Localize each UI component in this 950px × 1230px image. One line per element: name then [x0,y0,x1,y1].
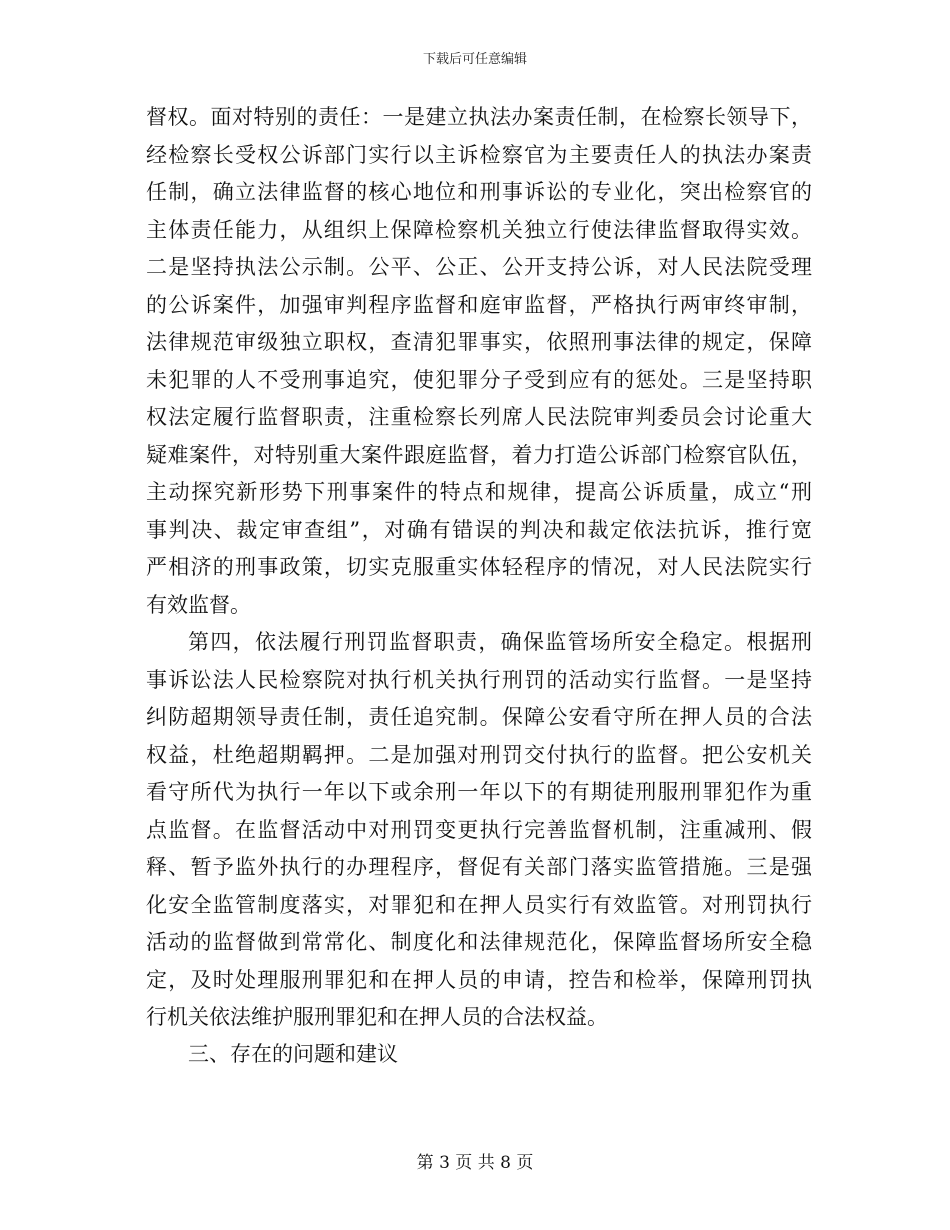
text-line: 事诉讼法人民检察院对执行机关执行刑罚的活动实行监督。一是坚持 [146,667,812,692]
text-line: 事判决、裁定审查组”，对确有错误的判决和裁定依法抗诉，推行宽 [146,517,812,542]
text-line: 有效监督。 [146,592,251,617]
text-line: 未犯罪的人不受刑事追究，使犯罪分子受到应有的惩处。三是坚持职 [146,367,812,392]
text-line: 主动探究新形势下刑事案件的特点和规律，提高公诉质量，成立“刑 [146,480,812,504]
text-line: 点监督。在监督活动中对刑罚变更执行完善监督机制，注重减刑、假 [146,817,812,842]
text-line: 疑难案件，对特别重大案件跟庭监督，着力打造公诉部门检察官队伍， [146,442,812,467]
text-line: 严相济的刑事政策，切实克服重实体轻程序的情况，对人民法院实行 [146,555,812,579]
paragraph-penalty-supervision [146,624,812,1037]
text-line: 权益，杜绝超期羁押。二是加强对刑罚交付执行的监督。把公安机关 [146,742,812,767]
text-line: 主体责任能力，从组织上保障检察机关独立行使法律监督取得实效。 [146,217,812,242]
text-line: 法律规范审级独立职权，查清犯罪事实，依照刑事法律的规定，保障 [146,330,812,354]
page-number-footer: 第 3 页 共 8 页 [416,1153,534,1173]
text-line: 经检察长受权公诉部门实行以主诉检察官为主要责任人的执法办案责 [146,142,812,167]
paragraph-supervision-duty [146,99,812,624]
text-line: 的公诉案件，加强审判程序监督和庭审监督，严格执行两审终审制， [146,292,812,317]
text-line: 二是坚持执法公示制。公平、公正、公开支持公诉，对人民法院受理 [146,255,812,279]
text-line: 督权。面对特别的责任：一是建立执法办案责任制，在检察长领导下， [146,105,812,129]
section-heading: 三、存在的问题和建议 [188,1042,398,1066]
text-line: 化安全监管制度落实，对罪犯和在押人员实行有效监管。对刑罚执行 [146,892,812,917]
page-header: 下载后可任意编辑 [422,52,527,67]
text-line: 权法定履行监督职责，注重检察长列席人民法院审判委员会讨论重大 [146,405,812,429]
text-line: 定，及时处理服刑罪犯和在押人员的申请，控告和检举，保障刑罚执 [146,967,812,992]
text-line: 第四，依法履行刑罚监督职责，确保监管场所安全稳定。根据刑 [188,630,812,654]
text-line: 看守所代为执行一年以下或余刑一年以下的有期徒刑服刑罪犯作为重 [146,780,812,804]
text-line: 纠防超期领导责任制，责任追究制。保障公安看守所在押人员的合法 [146,705,812,729]
text-line: 任制，确立法律监督的核心地位和刑事诉讼的专业化，突出检察官的 [146,180,812,204]
document-body [146,99,812,1037]
text-line: 活动的监督做到常常化、制度化和法律规范化，保障监督场所安全稳 [146,930,812,954]
text-line: 行机关依法维护服刑罪犯和在押人员的合法权益。 [146,1005,608,1029]
text-line: 释、暂予监外执行的办理程序，督促有关部门落实监管措施。三是强 [146,855,812,879]
